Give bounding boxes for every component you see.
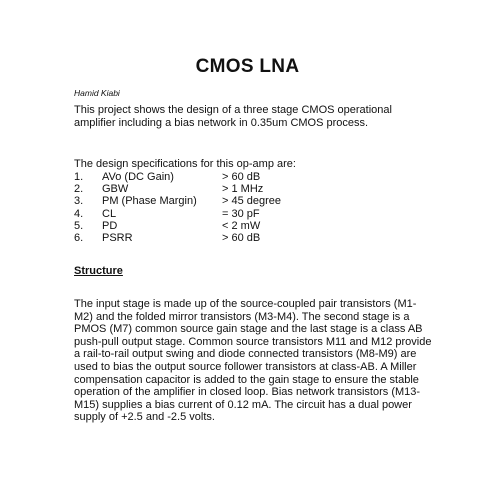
spec-value: < 2 mW (222, 219, 261, 232)
spec-item (74, 195, 434, 207)
spec-number: 1. (74, 171, 84, 183)
spec-name: PD (102, 219, 118, 232)
structure-paragraph: The input stage is made up of the source-coupled pair transistors (M1-M2) and the folded mirror transistors (M3-M4). The second stage is a PMOS (M7) common source gain stage and the last stage is a class AB push-pull output stage. Common source transistors M11 and M12 provide a rail-to-rail output swing and diode connected transistors (M8-M9) are used to bias the output source follower transistors at class-AB. A Miller compensation capacitor is added to the gain stage to ensure the stable operation of the amplifier in closed loop. Bias network transistors (M13-M15) supplies a bias current of 0.12 mA. The circuit has a dual power supply of +2.5 and -2.5 volts. (74, 298, 432, 424)
spec-item (74, 220, 434, 232)
structure-heading: Structure (74, 265, 123, 277)
spec-value: > 60 dB (222, 171, 261, 183)
spec-item (74, 232, 434, 244)
spec-value: = 30 pF (222, 207, 260, 220)
spec-number: 6. (74, 231, 84, 244)
specs-intro: The design specifications for this op-amp are: (74, 158, 296, 170)
spec-item (74, 183, 434, 195)
spec-value: > 45 degree (222, 195, 282, 208)
spec-number: 3. (74, 195, 84, 208)
spec-number: 4. (74, 207, 84, 220)
spec-name: CL (102, 207, 117, 220)
spec-number: 5. (74, 219, 84, 232)
spec-name: PSRR (102, 231, 133, 244)
spec-name: GBW (102, 183, 129, 196)
specs-list (74, 171, 434, 244)
spec-value: > 1 MHz (222, 183, 264, 196)
document-title: CMOS LNA (195, 56, 300, 77)
author-name: Hamid Kiabi (74, 88, 120, 98)
spec-item (74, 171, 434, 183)
spec-name: PM (Phase Margin) (102, 195, 197, 208)
intro-paragraph: This project shows the design of a three stage CMOS operational amplifier including a bias network in 0.35um CMOS process. (74, 104, 392, 129)
spec-number: 2. (74, 183, 84, 196)
spec-value: > 60 dB (222, 231, 261, 244)
spec-item (74, 208, 434, 220)
spec-name: AVo (DC Gain) (102, 171, 174, 183)
